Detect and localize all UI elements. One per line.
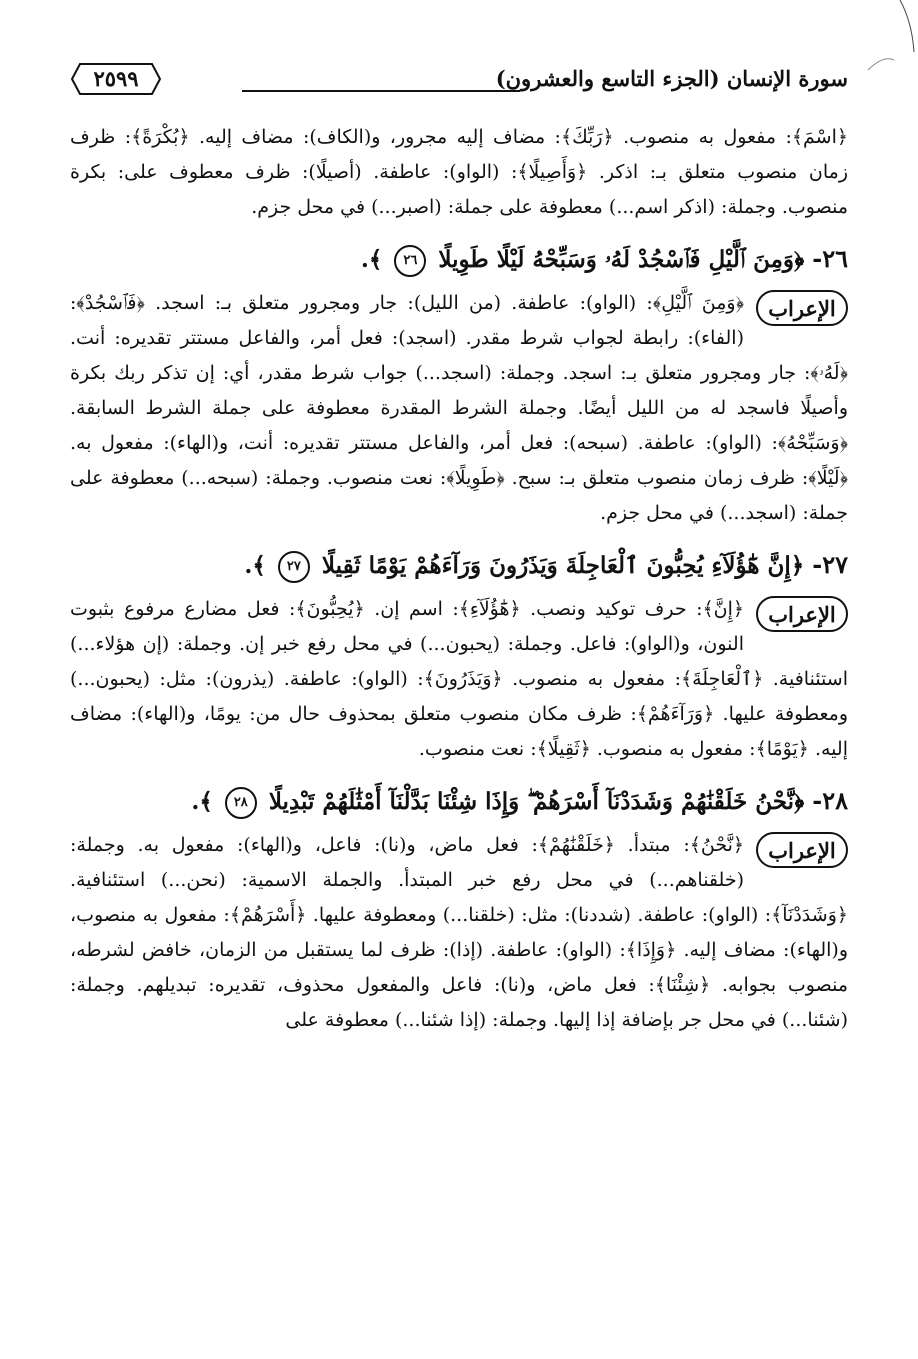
verse-text: ﴿إِنَّ هَٰٓؤُلَآءِ يُحِبُّونَ ٱلْعَاجِلَةَ وَيَذَرُونَ وَرَآءَهُمْ يَوْمًا ثَقِيلًا <box>321 552 805 579</box>
verse-section-27 <box>70 545 848 767</box>
verse-section-26 <box>70 239 848 531</box>
irab-analysis: ﴿إِنَّ﴾: حرف توكيد ونصب. ﴿هَٰٓؤُلَآءِ﴾: اسم إن. ﴿يُحِبُّونَ﴾: فعل مضارع مرفوع بثبوت النون، و(الواو): فاعل. وجملة: (يحبون...) في محل رفع خبر إن. وجملة: (إن هؤلاء...) استئنافية. ﴿ٱلْعَاجِلَةَ﴾: مفعول به منصوب. ﴿وَيَذَرُونَ﴾: (الواو): عاطفة. (يذرون): مثل: (يحبون...) ومعطوفة عليها. ﴿وَرَآءَهُمْ﴾: ظرف مكان منصوب متعلق بمحذوف حال من: يومًا، و(الهاء): مضاف إليه. ﴿يَوْمًا﴾: مفعول به منصوب. ﴿ثَقِيلًا﴾: نعت منصوب. <box>70 598 848 760</box>
ayah-end-mark: ٢٧ <box>278 551 310 583</box>
page-number-frame <box>70 62 162 96</box>
page-header <box>70 58 848 106</box>
irab-label: الإعراب <box>756 596 848 632</box>
irab-label: الإعراب <box>756 832 848 868</box>
ayah-end-mark: ٢٨ <box>225 787 257 819</box>
verse-heading <box>70 239 848 280</box>
irab-label: الإعراب <box>756 290 848 326</box>
irab-analysis: ﴿وَمِنَ ٱلَّيْلِ﴾: (الواو): عاطفة. (من الليل): جار ومجرور متعلق بـ: اسجد. ﴿فَٱسْجُدْ﴾: (الفاء): رابطة لجواب شرط مقدر. (اسجد): فعل أمر، والفاعل مستتر تقديره: أنت. ﴿لَهُۥ﴾: جار ومجرور متعلق بـ: اسجد. وجملة: (اسجد...) جواب شرط مقدر، أي: إن تذكر ربك بكرة وأصيلًا فاسجد له من الليل أيضًا. وجملة الشرط المقدرة معطوفة على جملة الشرط السابقة. ﴿وَسَبِّحْهُ﴾: (الواو): عاطفة. (سبحه): فعل أمر، والفاعل مستتر تقديره: أنت، و(الهاء): مفعول به. ﴿لَيْلًا﴾: ظرف زمان منصوب متعلق بـ: سبح. ﴿طَوِيلًا﴾: نعت منصوب. وجملة: (سبحه...) معطوفة على جملة: (اسجد...) في محل جزم. <box>70 292 848 524</box>
verse-close: ﴾. <box>244 552 266 579</box>
verse-close: ﴾. <box>191 788 213 815</box>
verse-number: ٢٦- <box>812 244 848 273</box>
irab-analysis: ﴿نَّحْنُ﴾: مبتدأ. ﴿خَلَقْنَٰهُمْ﴾: فعل ماض، و(نا): فاعل، و(الهاء): مفعول به. وجملة: (خلقناهم...) في محل رفع خبر المبتدأ. والجملة الاسمية: (نحن...) استئنافية. ﴿وَشَدَدْنَآ﴾: (الواو): عاطفة. (شددنا): مثل: (خلقنا...) ومعطوفة عليها. ﴿أَسْرَهُمْ﴾: مفعول به منصوب، و(الهاء): مضاف إليه. ﴿وَإِذَا﴾: (الواو): عاطفة. (إذا): ظرف لما يستقبل من الزمان، خافض لشرطه، منصوب بجوابه. ﴿شِئْنَا﴾: فعل ماض، و(نا): فاعل والمفعول محذوف، تقديره: تبديلهم. وجملة: (شئنا...) في محل جر بإضافة إذا إليها. وجملة: (إذا شئنا...) معطوفة على <box>70 834 848 1031</box>
page-number: ٢٥٩٩ <box>93 66 139 91</box>
verse-text: ﴿نَّحْنُ خَلَقْنَٰهُمْ وَشَدَدْنَآ أَسْرَهُمْ ۖ وَإِذَا شِئْنَا بَدَّلْنَآ أَمْثَٰلَهُمْ تَبْدِيلًا <box>268 788 805 815</box>
verse-number: ٢٨- <box>812 786 848 815</box>
verse-number: ٢٧- <box>812 550 848 579</box>
verse-heading <box>70 781 848 822</box>
page-content <box>70 120 848 1038</box>
verse-heading <box>70 545 848 586</box>
verse-section-28 <box>70 781 848 1038</box>
verse-close: ﴾. <box>360 246 383 273</box>
running-title: سورة الإنسان (الجزء التاسع والعشرون) <box>495 66 848 91</box>
ayah-end-mark: ٢٦ <box>394 245 426 277</box>
intro-paragraph: ﴿اسْمَ﴾: مفعول به منصوب. ﴿رَبِّكَ﴾: مضاف إليه مجرور، و(الكاف): مضاف إليه. ﴿بُكْرَةً﴾: ظرف زمان منصوب متعلق بـ: اذكر. ﴿وَأَصِيلًا﴾: (الواو): عاطفة. (أصيلًا): ظرف معطوف على: بكرة منصوب. وجملة: (اذكر اسم...) معطوفة على جملة: (اصبر...) في محل جزم. <box>70 126 848 218</box>
header-rule <box>242 90 520 92</box>
verse-text: ﴿وَمِنَ ٱلَّيْلِ فَٱسْجُدْ لَهُۥ وَسَبِّحْهُ لَيْلًا طَوِيلًا <box>438 246 805 273</box>
